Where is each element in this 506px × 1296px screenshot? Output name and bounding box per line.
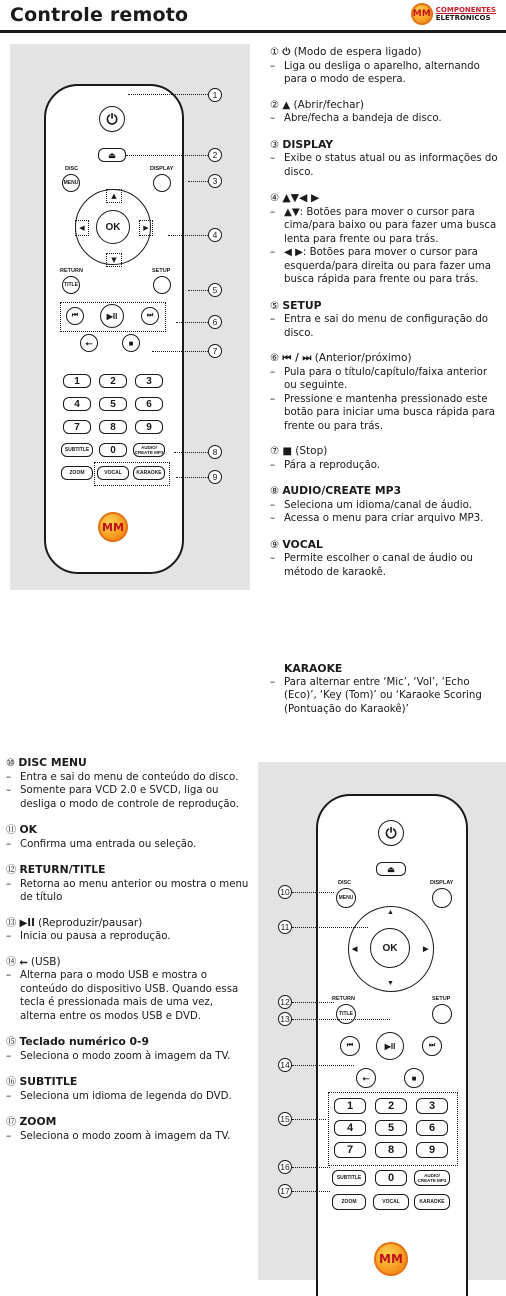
description-heading	[270, 445, 498, 459]
numpad-key-2: 2	[99, 374, 127, 388]
callout-13: 13	[278, 1012, 292, 1026]
description-item-text: Permite escolher o canal de áudio ou método de karaokê.	[284, 553, 473, 578]
callout-12: 12	[278, 995, 292, 1009]
description-title: RETURN/TITLE	[19, 863, 106, 876]
previous-icon: ⏮	[66, 307, 84, 325]
eject-button: ⏏	[98, 148, 126, 162]
title-button: TITLE	[62, 276, 80, 294]
numpad-key-7: 7	[63, 420, 91, 434]
up-arrow-icon-2: ▲	[387, 909, 394, 916]
callout-11: 11	[278, 920, 292, 934]
up-arrow-icon: ▲	[106, 189, 122, 203]
setup-label-2: SETUP	[432, 996, 451, 1002]
usb-icon-2: ⭠	[356, 1068, 376, 1088]
description-title: SUBTITLE	[19, 1075, 78, 1088]
left-descriptions	[6, 756, 250, 1155]
numpad-key-9-2: 9	[416, 1142, 448, 1158]
numpad-key-3-2: 3	[416, 1098, 448, 1114]
callout-line-15	[292, 1119, 326, 1120]
description-item-text: Seleciona o modo zoom à imagem da TV.	[20, 1130, 231, 1142]
description-heading	[270, 538, 498, 553]
title-button-2: TITLE	[336, 1004, 356, 1024]
menu-button: MENU	[62, 174, 80, 192]
description-title: ▲▼◀ ▶	[282, 191, 320, 204]
setup-button-2	[432, 1004, 452, 1024]
callout-line-17	[292, 1191, 330, 1192]
numpad-key-8-2: 8	[375, 1142, 407, 1158]
numpad-key-2-2: 2	[375, 1098, 407, 1114]
numpad-key-8: 8	[99, 420, 127, 434]
play-pause-icon-2: ▶II	[376, 1032, 404, 1060]
ok-button-2: OK	[370, 928, 410, 968]
brand-line-1: COMPONENTES	[435, 6, 496, 14]
display-label: DISPLAY	[150, 166, 174, 172]
mm-logo-icon: MM	[411, 3, 433, 25]
description-item-text: Pressione e mantenha pressionado este botão para iniciar uma busca rápida para frente ou para trás.	[284, 393, 495, 432]
return-label: RETURN	[60, 268, 83, 274]
description-title: (Reproduzir/pausar)	[38, 916, 143, 929]
numpad-key-7-2: 7	[334, 1142, 366, 1158]
description-item-text: Seleciona um idioma/canal de áudio.	[284, 499, 472, 511]
left-arrow-icon: ◀	[75, 220, 89, 236]
remote-control-illustration	[44, 84, 184, 574]
item-number: ⑥	[270, 353, 280, 364]
callout-line-4	[168, 235, 208, 236]
description-item: – Confirma uma entrada ou seleção.	[6, 838, 197, 850]
button-symbol-icon: ⏻	[282, 47, 291, 58]
setup-label: SETUP	[152, 268, 171, 274]
description-title: SETUP	[282, 298, 322, 312]
description-block	[270, 484, 498, 526]
callout-3: 3	[208, 174, 222, 188]
description-heading	[270, 46, 498, 60]
description-item-text: Entra e sai do menu de conteúdo do disco.	[20, 771, 239, 783]
description-heading	[270, 191, 498, 206]
ok-button: OK	[96, 210, 130, 244]
down-arrow-icon: ▼	[106, 253, 122, 267]
description-heading	[6, 823, 250, 838]
description-title: VOCAL	[282, 537, 323, 551]
description-item-text: Inicia ou pausa a reprodução.	[20, 931, 171, 942]
callout-line-12	[292, 1002, 334, 1003]
remote-control-illustration-2	[316, 794, 468, 1296]
callout-1: 1	[208, 88, 222, 102]
button-symbol-icon: ▲	[282, 99, 291, 111]
karaoke-button-2: KARAOKE	[414, 1194, 450, 1210]
next-icon-2: ⏭	[422, 1036, 442, 1056]
description-title: (Anterior/próximo)	[314, 352, 412, 364]
description-block	[6, 1075, 250, 1103]
right-descriptions	[270, 46, 498, 591]
description-item: – ◀ ▶: Botões para mover o cursor para esquerda/para direita ou para fazer uma busca rápida para frente ou para trás.	[270, 247, 491, 285]
callout-line-14	[292, 1065, 354, 1066]
numpad-key-5: 5	[99, 397, 127, 411]
callout-16: 16	[278, 1160, 292, 1174]
description-item-text: Alterna para o modo USB e mostra o conteúdo do dispositivo USB. Quando essa tecla é pressionada mais de uma vez, alterna entre os modos USB e DVD.	[20, 970, 239, 1022]
description-item: – Exibe o status atual ou as informações do disco.	[270, 153, 498, 178]
callout-line-3	[188, 181, 208, 182]
button-symbol-icon: ■	[282, 446, 293, 457]
description-heading	[270, 299, 498, 314]
description-item-text: Retorna ao menu anterior ou mostra o menu de título	[20, 878, 249, 903]
next-icon: ⏭	[141, 307, 159, 325]
description-item: – ▲▼: Botões para mover o cursor para cima/para baixo ou para fazer uma busca lenta para frente ou para trás.	[270, 206, 497, 245]
description-block	[6, 863, 250, 905]
description-item-text: ◀ ▶: Botões para mover o cursor para esquerda/para direita ou para fazer uma busca rápida para frente ou para trás.	[284, 247, 491, 285]
description-heading	[6, 1035, 250, 1050]
play-pause-icon: ▶II	[100, 304, 124, 328]
left-arrow-icon-2: ◀	[352, 946, 358, 953]
description-block	[270, 352, 498, 433]
callout-6: 6	[208, 315, 222, 329]
remote-mm-logo-icon: MM	[98, 512, 128, 542]
display-label-2: DISPLAY	[430, 880, 454, 886]
description-item-text: Exibe o status atual ou as informações do disco.	[284, 153, 498, 178]
callout-4: 4	[208, 228, 222, 242]
description-item-text: Pula para o título/capítulo/faixa anterior ou seguinte.	[284, 366, 488, 391]
subtitle-button: SUBTITLE	[61, 443, 93, 457]
description-item: – Seleciona um idioma de legenda do DVD.	[6, 1090, 232, 1102]
stop-icon-2: ■	[404, 1068, 424, 1088]
menu-button-2: MENU	[336, 888, 356, 908]
item-number: ⑦	[270, 446, 280, 457]
callout-10: 10	[278, 885, 292, 899]
numpad-key-5-2: 5	[375, 1120, 407, 1136]
power-button: ⏻	[99, 106, 125, 132]
callout-line-8	[174, 452, 208, 453]
item-number: ⑯	[6, 1077, 17, 1088]
description-item: – Permite escolher o canal de áudio ou método de karaokê.	[270, 553, 473, 578]
description-heading	[270, 138, 498, 153]
description-item: – Pára a reprodução.	[270, 459, 381, 471]
description-item-text: Seleciona um idioma de legenda do DVD.	[20, 1090, 232, 1102]
description-title: (Abrir/fechar)	[293, 98, 364, 111]
description-item: – Somente para VCD 2.0 e SVCD, liga ou desliga o modo de controle de reprodução.	[6, 785, 239, 810]
display-button-2	[432, 888, 452, 908]
description-heading	[6, 956, 250, 970]
description-block	[270, 191, 498, 287]
description-item: – Seleciona um idioma/canal de áudio.	[270, 499, 472, 511]
description-title: AUDIO/CREATE MP3	[282, 484, 402, 497]
callout-9: 9	[208, 470, 222, 484]
description-block	[270, 46, 498, 87]
description-item: – Entra e sai do menu de conteúdo do disco.	[6, 771, 239, 783]
numpad-key-4-2: 4	[334, 1120, 366, 1136]
description-title: (Modo de espera ligado)	[293, 46, 422, 58]
previous-icon-2: ⏮	[340, 1036, 360, 1056]
vocal-button-2: VOCAL	[373, 1194, 409, 1210]
description-block	[270, 138, 498, 180]
description-item-text: Pára a reprodução.	[284, 459, 381, 471]
brand-line-2: ELETRÔNICOS	[435, 14, 491, 22]
item-number: ⑧	[270, 486, 280, 497]
eject-button-2: ⏏	[376, 862, 406, 876]
callout-line-16	[292, 1167, 330, 1168]
item-number: ⑰	[6, 1117, 17, 1128]
audio-label-line2-2: CREATE MP3	[417, 1178, 447, 1183]
karaoke-description	[270, 662, 498, 716]
description-item: – Pula para o título/capítulo/faixa anterior ou seguinte.	[270, 366, 488, 391]
description-item: – Liga ou desliga o aparelho, alternando para o modo de espera.	[270, 60, 480, 85]
item-number: ⑮	[6, 1037, 17, 1048]
numpad-key-6-2: 6	[416, 1120, 448, 1136]
right-arrow-icon-2: ▶	[423, 946, 429, 953]
description-title: Teclado numérico 0-9	[19, 1035, 150, 1048]
description-block	[6, 823, 250, 851]
item-number: ④	[270, 193, 280, 204]
description-block	[6, 956, 250, 1024]
audio-label-line2: CREATE MP3	[134, 450, 164, 455]
description-heading	[270, 352, 498, 366]
item-number: ⑬	[6, 917, 17, 929]
description-title: DISC MENU	[18, 756, 87, 769]
description-item: – Retorna ao menu anterior ou mostra o menu de título	[6, 878, 249, 903]
description-block	[270, 445, 498, 472]
callout-line-7	[152, 351, 208, 352]
audio-label-line1-2: AUDIO/	[424, 1173, 440, 1178]
description-heading	[270, 99, 498, 113]
item-number: ⑪	[6, 825, 17, 836]
callout-7: 7	[208, 344, 222, 358]
karaoke-title: KARAOKE	[284, 662, 343, 675]
callout-line-10	[292, 892, 334, 893]
description-item: – Alterna para o modo USB e mostra o conteúdo do dispositivo USB. Quando essa tecla é pressionada mais de uma vez, alterna entre os modos USB e DVD.	[6, 970, 239, 1022]
description-item-text: Entra e sai do menu de configuração do disco.	[284, 314, 489, 339]
numpad-key-0-2: 0	[375, 1170, 407, 1186]
description-item: – Inicia ou pausa a reprodução.	[6, 931, 171, 942]
description-heading	[6, 1075, 250, 1090]
callout-line-11	[292, 927, 368, 928]
remote-panel-top	[10, 44, 250, 590]
description-item: – Pressione e mantenha pressionado este botão para iniciar uma busca rápida para frente ou para trás.	[270, 393, 495, 432]
description-item-text: Abre/fecha a bandeja de disco.	[284, 113, 442, 124]
description-title: (Stop)	[295, 445, 328, 457]
return-label-2: RETURN	[332, 996, 355, 1002]
description-heading	[6, 917, 250, 931]
page-header	[0, 0, 506, 34]
item-number: ⑭	[6, 956, 17, 968]
description-item-text: Seleciona o modo zoom à imagem da TV.	[20, 1050, 231, 1062]
page-title: Controle remoto	[10, 4, 189, 26]
item-number: ⑩	[6, 758, 16, 769]
description-block	[6, 1115, 250, 1143]
zoom-button-2: ZOOM	[332, 1194, 366, 1210]
item-number: ①	[270, 47, 280, 58]
description-item-text: ▲▼: Botões para mover o cursor para cima/para baixo ou para fazer uma busca lenta para frente ou para trás.	[284, 206, 497, 245]
numpad-key-1-2: 1	[334, 1098, 366, 1114]
description-item: – Acessa o menu para criar arquivo MP3.	[270, 513, 484, 524]
item-number: ⑤	[270, 300, 280, 312]
description-block	[6, 917, 250, 944]
item-number: ②	[270, 99, 280, 111]
callout-line-13	[292, 1019, 390, 1020]
description-heading	[6, 1115, 250, 1130]
disc-label: DISC	[65, 166, 79, 172]
remote-mm-logo-icon-2: MM	[374, 1242, 408, 1276]
button-symbol-icon: ⭠	[19, 956, 28, 968]
description-title: OK	[19, 823, 37, 836]
description-item: – Entra e sai do menu de configuração do disco.	[270, 314, 489, 339]
audio-create-mp3-button	[133, 443, 165, 457]
down-arrow-icon-2: ▼	[387, 980, 394, 987]
callout-line-6	[176, 322, 208, 323]
remote-panel-bottom	[258, 762, 506, 1280]
karaoke-button: KARAOKE	[133, 466, 165, 480]
right-arrow-icon: ▶	[139, 220, 153, 236]
stop-icon: ■	[122, 334, 140, 352]
callout-8: 8	[208, 445, 222, 459]
callout-15: 15	[278, 1112, 292, 1126]
header-rule	[0, 30, 506, 33]
button-symbol-icon: ⏮ / ⏭	[282, 353, 312, 364]
power-button-2: ⏻	[378, 820, 404, 846]
description-title: ZOOM	[19, 1115, 57, 1128]
item-number: ⑫	[6, 865, 17, 876]
numpad-key-6: 6	[135, 397, 163, 411]
vocal-button: VOCAL	[97, 466, 129, 480]
vocal-karaoke-group	[94, 462, 170, 486]
display-button	[153, 174, 171, 192]
callout-17: 17	[278, 1184, 292, 1198]
description-item-text: Acessa o menu para criar arquivo MP3.	[284, 513, 484, 524]
item-number: ③	[270, 139, 280, 151]
description-item-text: Confirma uma entrada ou seleção.	[20, 838, 197, 850]
callout-line-9	[176, 477, 208, 478]
callout-line-5	[188, 290, 208, 291]
audio-create-mp3-button-2	[414, 1170, 450, 1186]
description-block	[270, 299, 498, 341]
subtitle-button-2: SUBTITLE	[332, 1170, 366, 1186]
zoom-button: ZOOM	[61, 466, 93, 480]
description-item: – Seleciona o modo zoom à imagem da TV.	[6, 1130, 231, 1142]
callout-line-1	[128, 94, 208, 95]
callout-5: 5	[208, 283, 222, 297]
numpad-key-9: 9	[135, 420, 163, 434]
description-block	[6, 1035, 250, 1063]
description-item-text: Liga ou desliga o aparelho, alternando para o modo de espera.	[284, 60, 480, 85]
description-title: (USB)	[30, 955, 61, 968]
karaoke-item: – Para alternar entre ‘Mic’, ‘Vol’, ‘Echo (Eco)’, ‘Key (Tom)’ ou ‘Karaoke Scoring (Pontuação do Karaokê)’	[270, 676, 482, 715]
description-item: – Seleciona o modo zoom à imagem da TV.	[6, 1050, 231, 1062]
brand-logo	[411, 3, 496, 25]
description-item-text: Somente para VCD 2.0 e SVCD, liga ou desliga o modo de controle de reprodução.	[20, 785, 239, 810]
numpad-key-0: 0	[99, 443, 127, 457]
description-block	[6, 756, 250, 811]
description-heading	[6, 756, 250, 771]
callout-2: 2	[208, 148, 222, 162]
audio-label-line1: AUDIO/	[141, 445, 157, 450]
numpad-key-1: 1	[63, 374, 91, 388]
setup-button	[153, 276, 171, 294]
description-title: DISPLAY	[282, 137, 334, 151]
callout-line-2	[126, 155, 208, 156]
numpad-key-4: 4	[63, 397, 91, 411]
description-item: – Abre/fecha a bandeja de disco.	[270, 113, 442, 124]
description-heading	[270, 484, 498, 499]
karaoke-item-text: Para alternar entre ‘Mic’, ‘Vol’, ‘Echo (Eco)’, ‘Key (Tom)’ ou ‘Karaoke Scoring (Pontuação do Karaokê)’	[284, 676, 482, 715]
callout-14: 14	[278, 1058, 292, 1072]
description-block	[270, 538, 498, 580]
description-heading	[6, 863, 250, 878]
numpad-key-3: 3	[135, 374, 163, 388]
button-symbol-icon: ▶II	[19, 917, 35, 929]
item-number: ⑨	[270, 539, 280, 551]
usb-icon: ⭠	[80, 334, 98, 352]
description-block	[270, 99, 498, 126]
disc-label-2: DISC	[338, 880, 352, 886]
